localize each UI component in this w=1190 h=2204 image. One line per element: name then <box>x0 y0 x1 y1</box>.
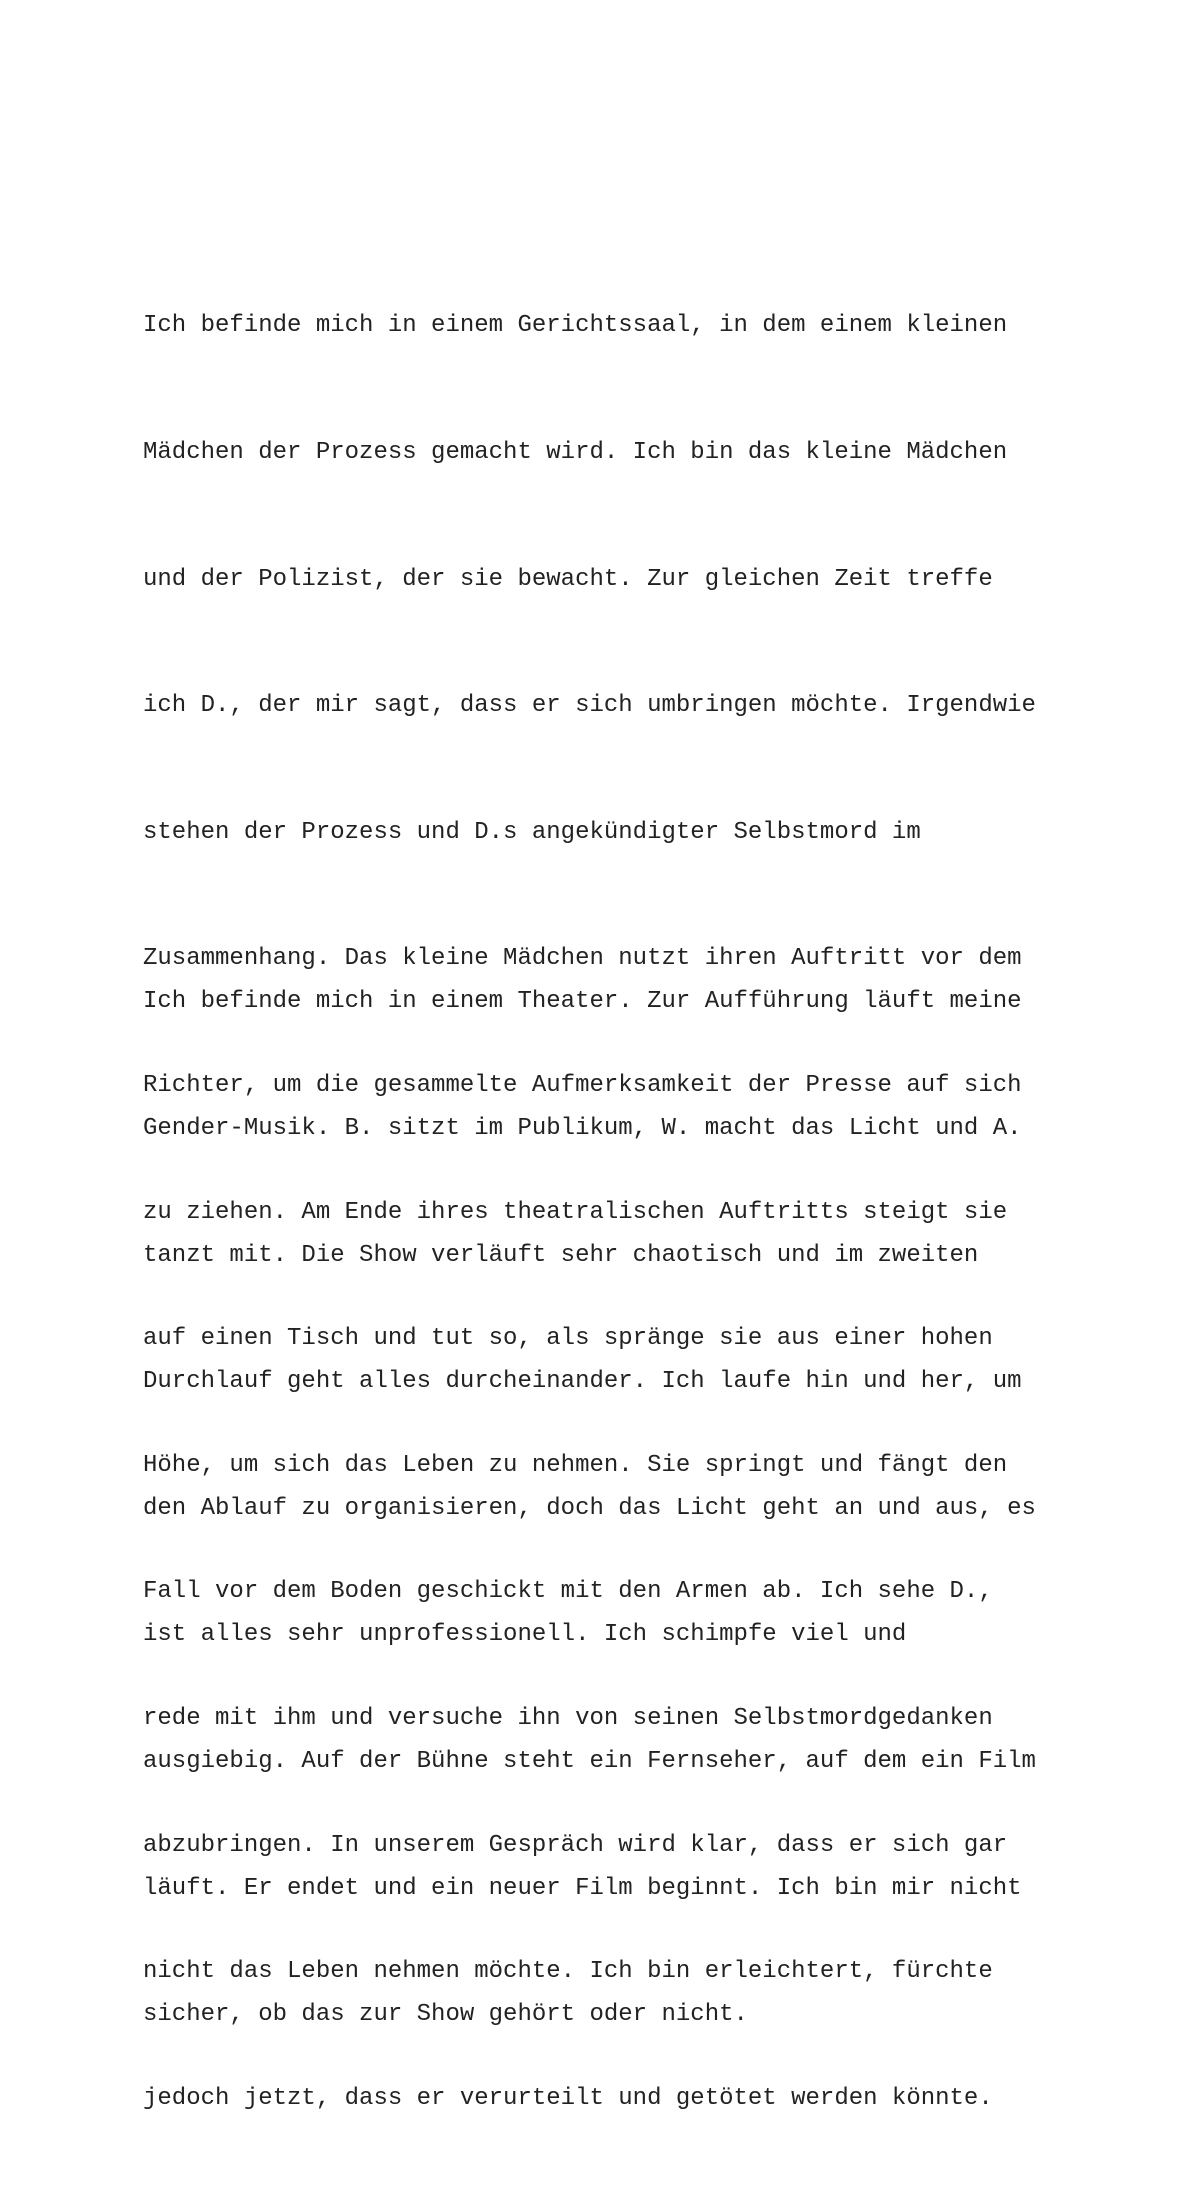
text-line: Zusammenhang. Das kleine Mädchen nutzt ihren Auftritt vor dem <box>143 945 1022 973</box>
text-line: Gender-Musik. B. sitzt im Publikum, W. macht das Licht und A. <box>143 1115 1022 1142</box>
text-line: nicht das Leben nehmen möchte. Ich bin erleichtert, fürchte <box>143 1958 993 1986</box>
text-line: auf einen Tisch und tut so, als spränge sie aus einer hohen <box>143 1325 993 1353</box>
text-line: tanzt mit. Die Show verläuft sehr chaotisch und im zweiten <box>143 1241 979 1269</box>
text-line: ist alles sehr unprofessionell. Ich schimpfe viel und <box>143 1621 907 1649</box>
text-line: Ich befinde mich in einem Theater. Zur Aufführung läuft meine <box>143 988 1022 1016</box>
text-line: ich D., der mir sagt, dass er sich umbringen möchte. Irgendwie <box>143 692 1036 720</box>
text-line: Mädchen der Prozess gemacht wird. Ich bin das kleine Mädchen <box>143 439 1008 466</box>
text-line: Höhe, um sich das Leben zu nehmen. Sie springt und fängt den <box>143 1451 1008 1479</box>
text-line: rede mit ihm und versuche ihn von seinen Selbstmordgedanken <box>143 1704 993 1732</box>
text-line: Ich befinde mich in einem Gerichtssaal, in dem einem kleinen <box>143 312 1008 340</box>
text-line: Fall vor dem Boden geschickt mit den Armen ab. Ich sehe D., <box>143 1578 993 1606</box>
text-line: den Ablauf zu organisieren, doch das Licht geht an und aus, es <box>143 1494 1036 1522</box>
text-line: stehen der Prozess und D.s angekündigter Selbstmord im <box>143 818 921 846</box>
text-line: läuft. Er endet und ein neuer Film beginnt. Ich bin mir nicht <box>143 1874 1022 1902</box>
text-line: Durchlauf geht alles durcheinander. Ich laufe hin und her, um <box>143 1368 1022 1396</box>
text-line: abzubringen. In unserem Gespräch wird klar, dass er sich gar <box>143 1831 1008 1859</box>
text-line: Richter, um die gesammelte Aufmerksamkeit der Presse auf sich <box>143 1071 1022 1099</box>
text-line: sicher, ob das zur Show gehört oder nicht. <box>143 2001 748 2029</box>
text-line: ausgiebig. Auf der Bühne steht ein Fernseher, auf dem ein Film <box>143 1747 1036 1775</box>
text-line: jedoch jetzt, dass er verurteilt und getötet werden könnte. <box>143 2084 993 2112</box>
text-line: und der Polizist, der sie bewacht. Zur gleichen Zeit treffe <box>143 565 993 593</box>
text-line: zu ziehen. Am Ende ihres theatralischen Auftritts steigt sie <box>143 1198 1008 1226</box>
paragraph-theater-dream <box>143 897 1063 2121</box>
